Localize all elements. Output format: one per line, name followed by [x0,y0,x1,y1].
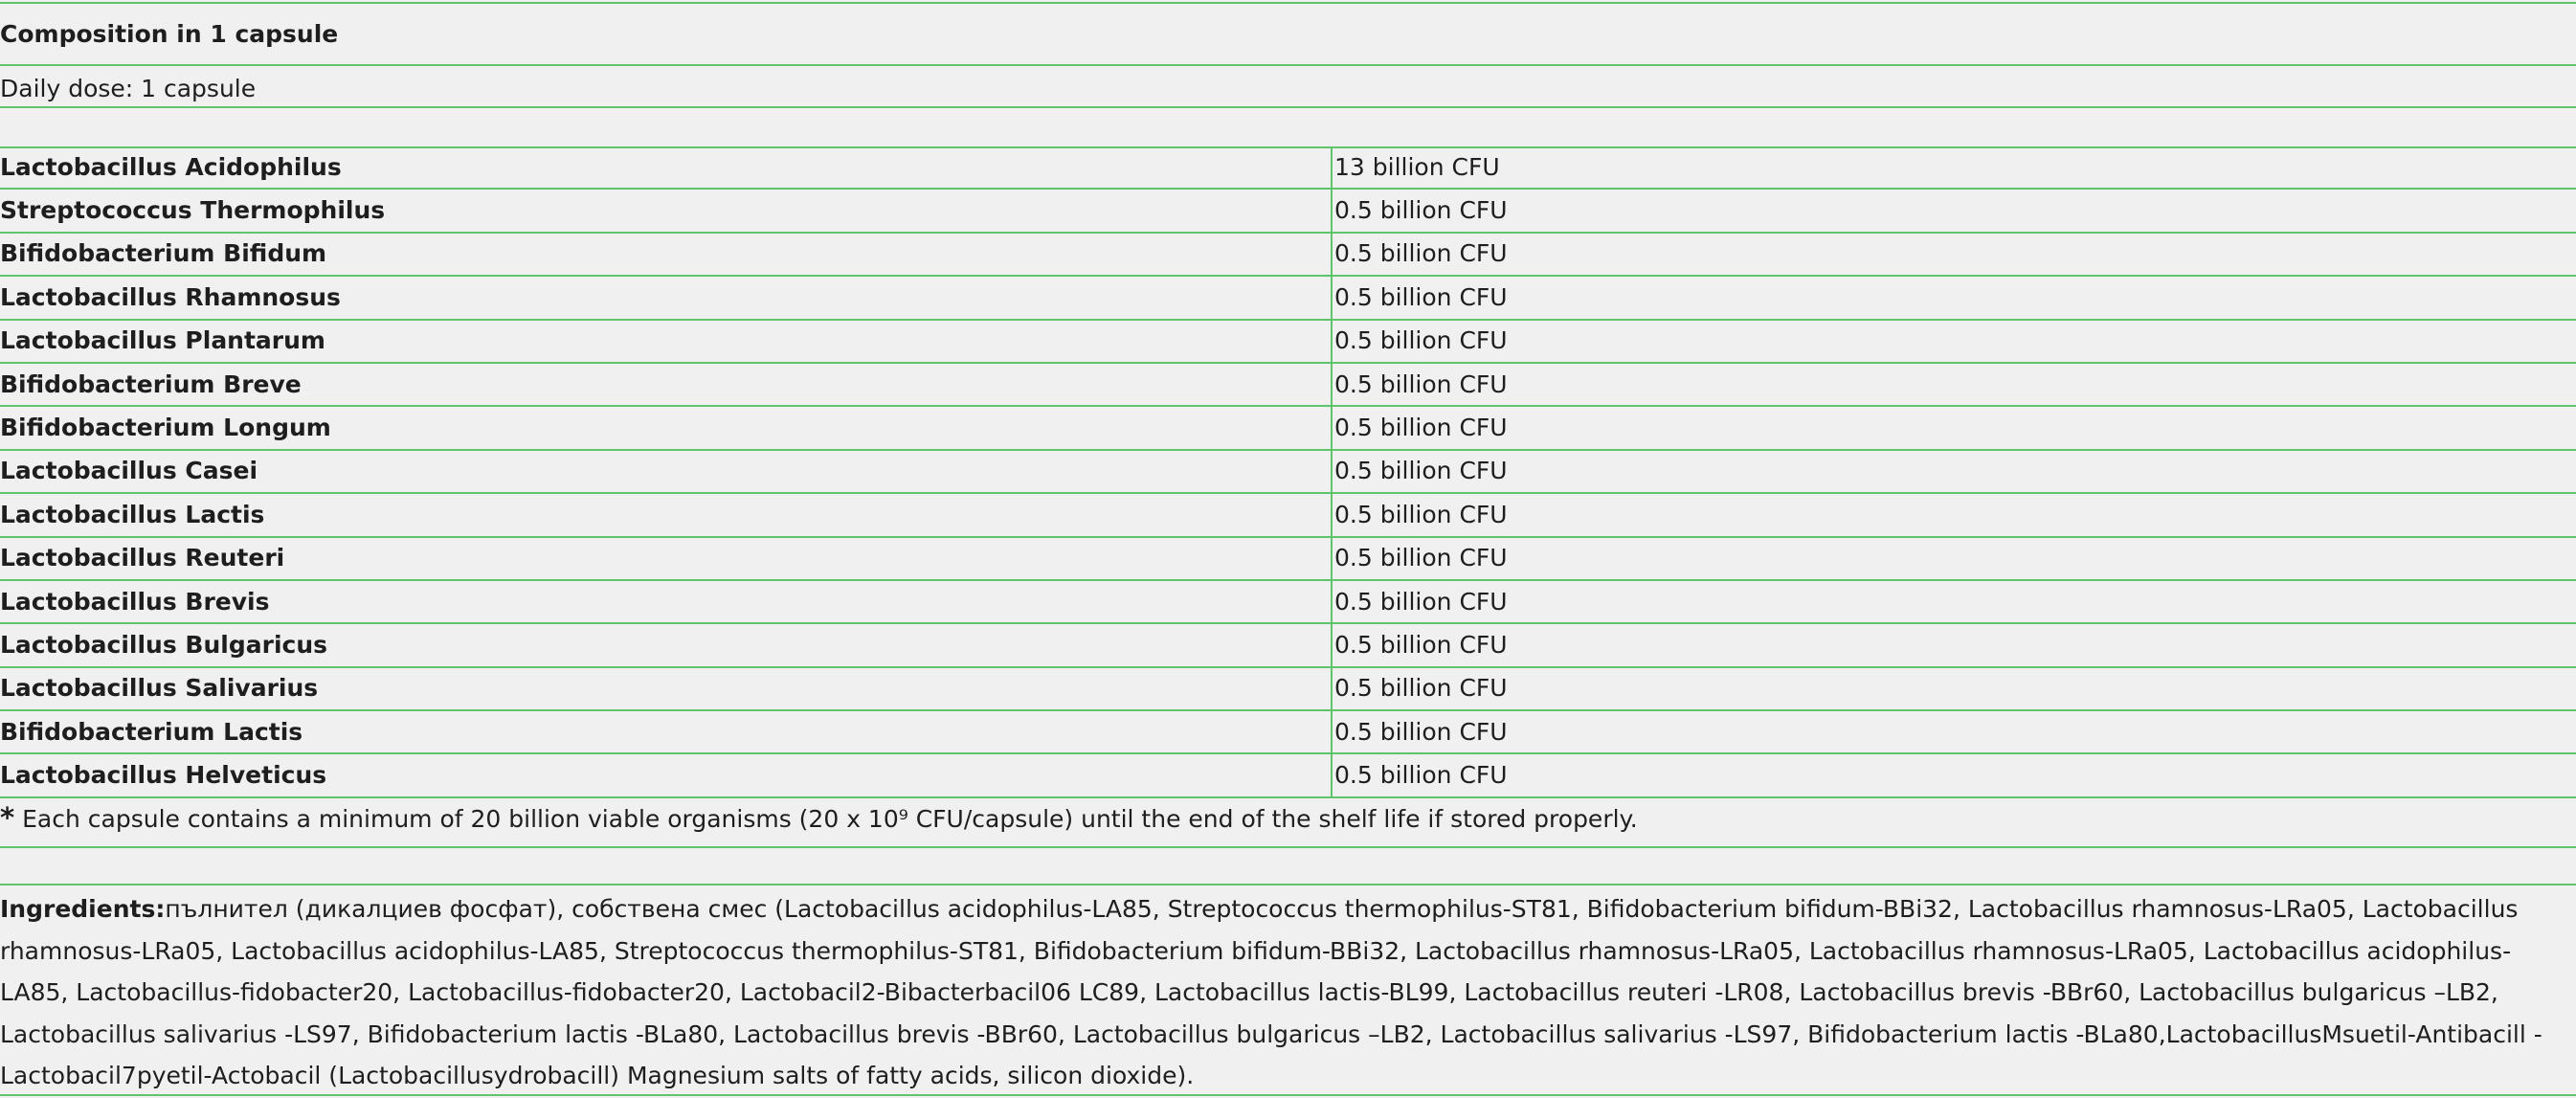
strain-amount: 0.5 billion CFU [1332,623,2576,666]
strain-amount: 0.5 billion CFU [1332,710,2576,753]
composition-table [0,146,2576,798]
strain-name: Lactobacillus Bulgaricus [0,623,1332,666]
strain-amount: 0.5 billion CFU [1332,753,2576,796]
ingredients-block [0,888,2571,1097]
divider [0,106,2576,108]
ingredients-text: пълнител (дикалциев фосфат), собствена смес (Lactobacillus acidophilus-LA85, Streptococcus thermophilus-ST81, Bifidobacterium bifidum-BBi32, Lactobacillus rhamnosus-LRa05, Lactobacillus rhamnosus-LRa05, Lactobacillus acidophilus-LA85, Streptococcus thermophilus-ST81, Bifidobacterium bifidum-BBi32, Lactobacillus rhamnosus-LRa05, Lactobacillus rhamnosus-LRa05, Lactobacillus acidophilus-LA85, Lactobacillus-fidobacter20, Lactobacillus-fidobacter20, Lactobacil2-Bibacterbacil06 LC89, Lactobacillus lactis-BL99, Lactobacillus reuteri -LR08, Lactobacillus brevis -BBr60, Lactobacillus bulgaricus –LB2, Lactobacillus salivarius -LS97, Bifidobacterium lactis -BLa80, Lactobacillus brevis -BBr60, Lactobacillus bulgaricus –LB2, Lactobacillus salivarius -LS97, Bifidobacterium lactis -BLa80,LactobacillusMsuetil-Antibacill -Lactobacil7pyetil-Actobacil (Lactobacillusydrobacill) Magnesium salts of fatty acids, silicon dioxide). [0,895,2542,1090]
table-row [0,667,2576,710]
note-asterisk: * [0,801,15,834]
divider [0,846,2576,848]
strain-amount: 0.5 billion CFU [1332,667,2576,710]
strain-amount: 0.5 billion CFU [1332,233,2576,276]
strain-name: Lactobacillus Lactis [0,493,1332,536]
divider [0,2,2576,4]
strain-amount: 0.5 billion CFU [1332,537,2576,580]
table-row [0,537,2576,580]
strain-name: Lactobacillus Rhamnosus [0,276,1332,319]
strain-amount: 0.5 billion CFU [1332,189,2576,232]
strain-amount: 13 billion CFU [1332,146,2576,189]
table-row [0,753,2576,796]
strain-amount: 0.5 billion CFU [1332,363,2576,406]
strain-name: Bifidobacterium Lactis [0,710,1332,753]
strain-name: Bifidobacterium Breve [0,363,1332,406]
composition-title: Composition in 1 capsule [0,20,339,48]
table-row [0,580,2576,623]
strain-amount: 0.5 billion CFU [1332,450,2576,493]
daily-dose: Daily dose: 1 capsule [0,75,257,102]
table-row [0,710,2576,753]
strain-amount: 0.5 billion CFU [1332,276,2576,319]
strain-name: Bifidobacterium Longum [0,406,1332,449]
strain-name: Lactobacillus Reuteri [0,537,1332,580]
table-row [0,189,2576,232]
strain-name: Lactobacillus Helveticus [0,753,1332,796]
table-row [0,493,2576,536]
strain-amount: 0.5 billion CFU [1332,320,2576,363]
divider [0,1094,2576,1096]
strain-name: Lactobacillus Salivarius [0,667,1332,710]
strain-name: Streptococcus Thermophilus [0,189,1332,232]
ingredients-label: Ingredients: [0,895,166,923]
table-row [0,146,2576,189]
strain-name: Lactobacillus Plantarum [0,320,1332,363]
capsule-note [0,799,2576,838]
table-row [0,406,2576,449]
table-row [0,276,2576,319]
strain-name: Bifidobacterium Bifidum [0,233,1332,276]
table-row [0,363,2576,406]
table-row [0,233,2576,276]
table-row [0,320,2576,363]
note-text: Each capsule contains a minimum of 20 billion viable organisms (20 x 10⁹ CFU/capsule) until the end of the shelf life if stored properly. [14,805,1638,833]
strain-name: Lactobacillus Brevis [0,580,1332,623]
strain-amount: 0.5 billion CFU [1332,580,2576,623]
table-row [0,623,2576,666]
strain-name: Lactobacillus Casei [0,450,1332,493]
divider [0,64,2576,66]
strain-amount: 0.5 billion CFU [1332,406,2576,449]
table-row [0,450,2576,493]
strain-amount: 0.5 billion CFU [1332,493,2576,536]
strain-name: Lactobacillus Acidophilus [0,146,1332,189]
divider [0,884,2576,885]
